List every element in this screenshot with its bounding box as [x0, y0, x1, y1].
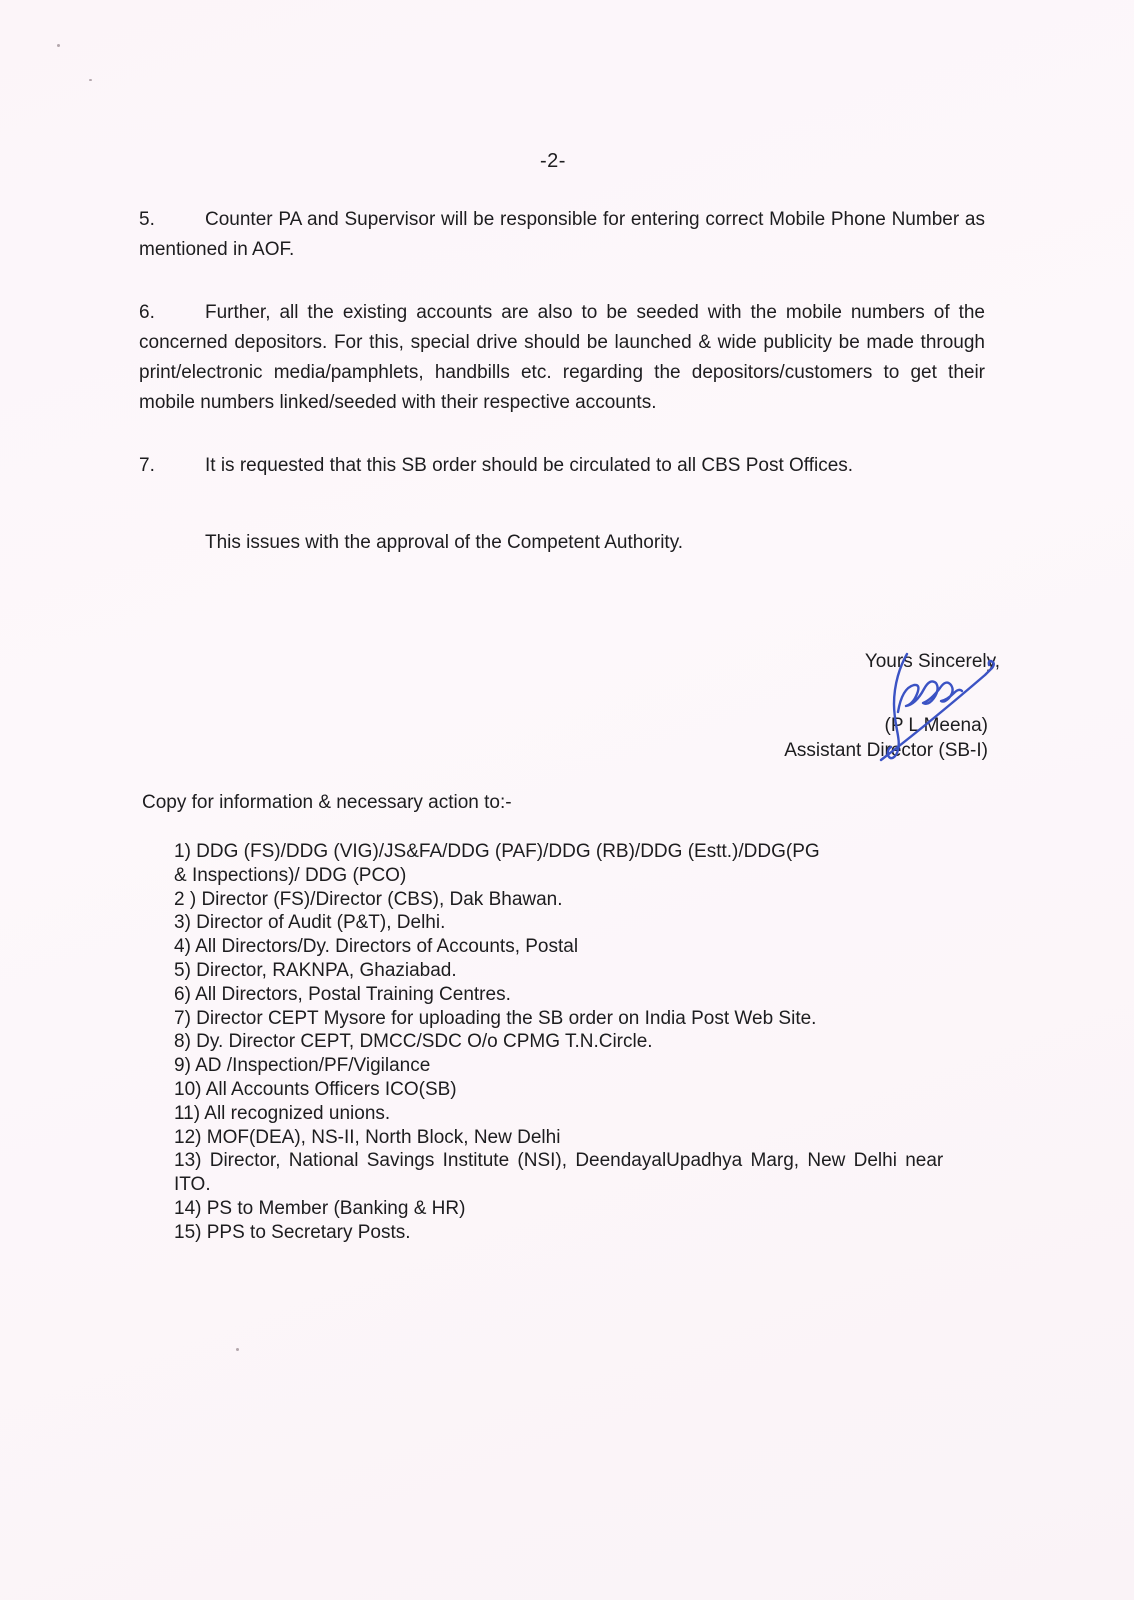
copy-list-item: 10) All Accounts Officers ICO(SB) — [174, 1078, 457, 1100]
copy-list-item: 9) AD /Inspection/PF/Vigilance — [174, 1055, 431, 1077]
copy-list-item: 13) Director, National Savings Institute (NSI), DeendayalUpadhya Marg, New Delhi near ITO. — [174, 1150, 944, 1196]
letter-body — [139, 205, 985, 558]
page-number: -2- — [540, 150, 566, 172]
paragraph-text: It is requested that this SB order should be circulated to all CBS Post Offices. — [205, 455, 854, 476]
scan-speck — [89, 79, 92, 81]
body-paragraph — [139, 451, 985, 481]
paragraph-text: Further, all the existing accounts are also to be seeded with the mobile numbers of the concerned depositors. For this, special drive should be launched & wide publicity be made through print/electronic media/pamphlets, handbills etc. regarding the depositors/customers to get their mobile numbers linked/seeded with their respective accounts. — [139, 302, 985, 413]
scan-speck — [57, 44, 60, 47]
signature-title: Assistant Director (SB-I) — [784, 740, 988, 761]
copy-list-item: 11) All recognized unions. — [174, 1102, 391, 1124]
copy-list-item: 3) Director of Audit (P&T), Delhi. — [174, 912, 446, 934]
copy-list-item: 5) Director, RAKNPA, Ghaziabad. — [174, 959, 457, 981]
copy-list-item: 4) All Directors/Dy. Directors of Accounts, Postal — [174, 936, 579, 958]
copy-list-item: 2 ) Director (FS)/Director (CBS), Dak Bhawan. — [174, 888, 563, 910]
copy-list-item: 14) PS to Member (Banking & HR) — [174, 1197, 466, 1219]
body-paragraph — [139, 298, 985, 418]
paragraph-text: Counter PA and Supervisor will be responsible for entering correct Mobile Phone Number as mentioned in AOF. — [139, 209, 985, 260]
copy-list-item: 8) Dy. Director CEPT, DMCC/SDC O/o CPMG T.N.Circle. — [174, 1031, 653, 1053]
copy-list-item: 1) DDG (FS)/DDG (VIG)/JS&FA/DDG (PAF)/DDG (RB)/DDG (Estt.)/DDG(PG & Inspections)/ DDG (PCO) — [174, 841, 820, 886]
paragraph-number: 5. — [139, 209, 155, 230]
signature-salutation: Yours Sincerely, — [864, 651, 1000, 672]
copy-list — [174, 840, 985, 1245]
paragraph-number: 6. — [139, 302, 155, 323]
signature-block — [784, 650, 1000, 763]
approval-line: This issues with the approval of the Competent Authority. — [205, 532, 684, 553]
copy-list-item: 15) PPS to Secretary Posts. — [174, 1221, 411, 1243]
copy-list-item: 12) MOF(DEA), NS-II, North Block, New Delhi — [174, 1126, 561, 1148]
scan-speck — [236, 1348, 239, 1351]
copy-list-heading: Copy for information & necessary action to:- — [142, 792, 512, 813]
body-paragraph — [139, 205, 985, 265]
paragraph-number: 7. — [139, 455, 155, 476]
copy-list-item: 6) All Directors, Postal Training Centres. — [174, 983, 511, 1005]
signature-name: (P L Meena) — [884, 715, 988, 736]
copy-list-item: 7) Director CEPT Mysore for uploading the SB order on India Post Web Site. — [174, 1007, 817, 1029]
